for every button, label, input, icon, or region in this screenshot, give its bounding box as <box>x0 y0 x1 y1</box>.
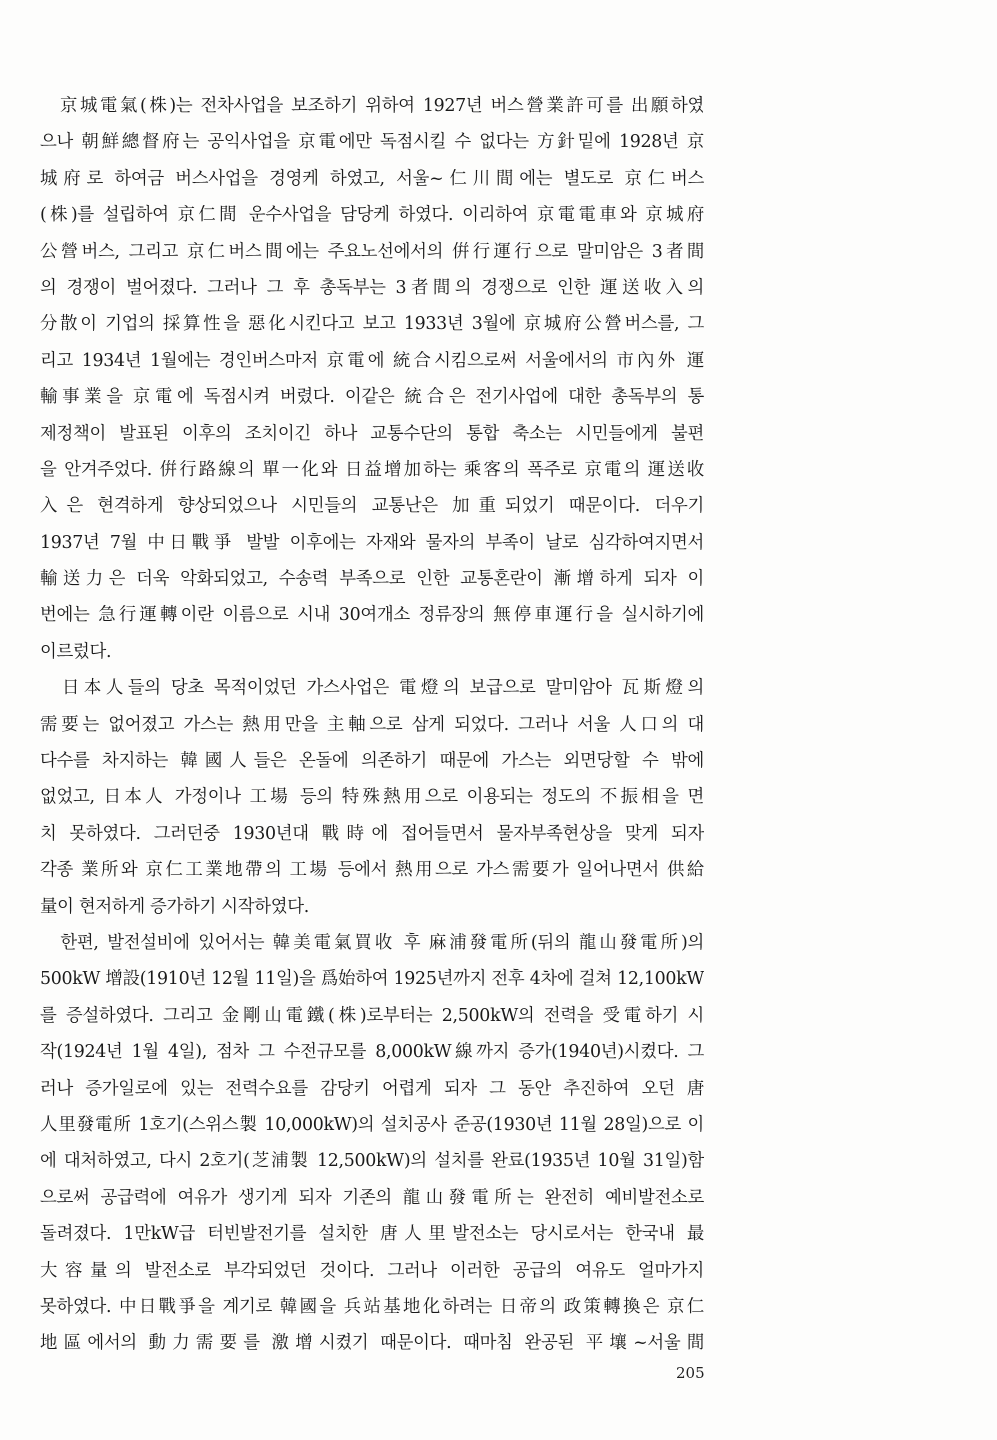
body-text <box>40 88 704 1362</box>
text-line: 못하였다. 中日戰爭을 계기로 韓國을 兵站基地化하려는 日帝의 政策轉換은 京仁 <box>40 1296 704 1317</box>
text-line: 量이 현저하게 증가하기 시작하였다. <box>40 896 309 917</box>
text-line: 작(1924년 1월 4일), 점차 그 수전규모를 8,000kW線까지 증가(1940년)시켰다. 그 <box>40 1042 704 1063</box>
text-line: 으로써 공급력에 여유가 생기게 되자 기존의 龍山發電所는 완전히 예비발전소로 <box>40 1187 704 1208</box>
text-line: 에 대처하였고, 다시 2호기(芝浦製 12,500kW)의 설치를 완료(1935년 10월 31일)함 <box>40 1151 704 1172</box>
text-line: 각종 業所와 京仁工業地帶의 工場 등에서 熱用으로 가스需要가 일어나면서 供給 <box>40 860 704 881</box>
text-line: 輸送力은 더욱 악화되었고, 수송력 부족으로 인한 교통혼란이 漸增하게 되자 이 <box>40 569 704 590</box>
text-line: 한편, 발전설비에 있어서는 韓美電氣買收 후 麻浦發電所(뒤의 龍山發電所)의 <box>40 932 704 953</box>
text-line: 돌려졌다. 1만kW급 터빈발전기를 설치한 唐人里발전소는 당시로서는 한국내 最 <box>40 1224 704 1245</box>
text-line: 으나 朝鮮總督府는 공익사업을 京電에만 독점시킬 수 없다는 方針밑에 1928년 京 <box>40 132 704 153</box>
text-line: 1937년 7월 中日戰爭 발발 이후에는 자재와 물자의 부족이 날로 심각하여지면서 <box>40 532 704 553</box>
text-line: 이르렀다. <box>40 641 112 662</box>
text-line: 리고 1934년 1월에는 경인버스마저 京電에 統合시킴으로써 서울에서의 市內外 運 <box>40 350 704 371</box>
text-line: 公營버스, 그리고 京仁버스間에는 주요노선에서의 倂行運行으로 말미암은 3者間 <box>40 241 704 262</box>
text-line: 地區에서의 動力需要를 激增시켰기 때문이다. 때마침 완공된 平壤~서울間 <box>40 1333 704 1354</box>
text-line: 輸事業을 京電에 독점시켜 버렸다. 이같은 統合은 전기사업에 대한 총독부의 통 <box>40 387 704 408</box>
page-number: 205 <box>676 1364 705 1382</box>
text-line: 分散이 기업의 採算性을 惡化시킨다고 보고 1933년 3월에 京城府公營버스를, 그 <box>40 314 704 335</box>
text-line: (株)를 설립하여 京仁間 운수사업을 담당케 하였다. 이리하여 京電電車와 京城府 <box>40 205 704 226</box>
text-line: 城府로 하여금 버스사업을 경영케 하였고, 서울~仁川間에는 별도로 京仁버스 <box>40 168 704 189</box>
text-line: 大容量의 발전소로 부각되었던 것이다. 그러나 이러한 공급의 여유도 얼마가지 <box>40 1260 704 1281</box>
text-line: 을 안겨주었다. 倂行路線의 單一化와 日益增加하는 乘客의 폭주로 京電의 運送收 <box>40 459 704 480</box>
text-line: 다수를 차지하는 韓國人들은 온돌에 의존하기 때문에 가스는 외면당할 수 밖에 <box>40 751 704 772</box>
text-line: 入은 현격하게 향상되었으나 시민들의 교통난은 加重되었기 때문이다. 더우기 <box>40 496 704 517</box>
text-line: 需要는 없어졌고 가스는 熱用만을 主軸으로 삼게 되었다. 그러나 서울 人口의 대 <box>40 714 704 735</box>
text-line: 日本人들의 당초 목적이었던 가스사업은 電燈의 보급으로 말미암아 瓦斯燈의 <box>40 678 704 699</box>
text-line: 人里發電所 1호기(스위스製 10,000kW)의 설치공사 준공(1930년 11월 28일)으로 이 <box>40 1114 704 1135</box>
text-line: 번에는 急行運轉이란 이름으로 시내 30여개소 정류장의 無停車運行을 실시하기에 <box>40 605 704 626</box>
text-line: 제정책이 발표된 이후의 조치이긴 하나 교통수단의 통합 축소는 시민들에게 불편 <box>40 423 704 444</box>
text-line: 500kW 增設(1910년 12월 11일)을 爲始하여 1925년까지 전후 4차에 걸쳐 12,100kW <box>40 969 704 990</box>
text-line: 없었고, 日本人 가정이나 工場 등의 特殊熱用으로 이용되는 정도의 不振相을 면 <box>40 787 704 808</box>
text-line: 를 증설하였다. 그리고 金剛山電鐵(株)로부터는 2,500kW의 전력을 受電하기 시 <box>40 1005 704 1026</box>
text-line: 의 경쟁이 벌어졌다. 그러나 그 후 총독부는 3者間의 경쟁으로 인한 運送收入의 <box>40 277 704 298</box>
text-line: 京城電氣(株)는 전차사업을 보조하기 위하여 1927년 버스營業許可를 出願하였 <box>40 96 704 116</box>
text-line: 러나 증가일로에 있는 전력수요를 감당키 어렵게 되자 그 동안 추진하여 오던 唐 <box>40 1078 704 1099</box>
text-line: 치 못하였다. 그러던중 1930년대 戰時에 접어들면서 물자부족현상을 맞게 되자 <box>40 823 704 844</box>
